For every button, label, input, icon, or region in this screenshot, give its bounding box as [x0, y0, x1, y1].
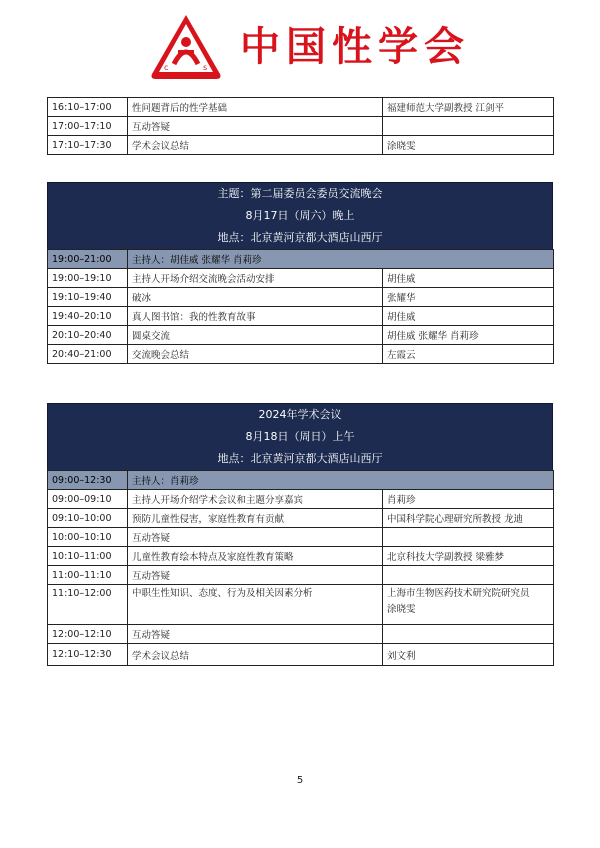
- topic-cell: 互动答疑: [128, 566, 383, 585]
- session-date: 8月17日（周六）晚上: [245, 209, 355, 222]
- table-row: [48, 117, 554, 136]
- page-header: [0, 0, 600, 95]
- table-row: [48, 98, 554, 117]
- session-title: 2024年学术会议: [258, 408, 342, 421]
- time-cell: 11:10–12:00: [48, 585, 128, 625]
- speaker-name: 涂晓雯: [387, 604, 416, 615]
- host-row: [48, 471, 554, 490]
- table-row: [48, 345, 554, 364]
- topic-cell: 互动答疑: [128, 117, 383, 136]
- society-logo-icon: [148, 12, 224, 82]
- time-cell: 17:10–17:30: [48, 136, 128, 155]
- topic-cell: 互动答疑: [128, 625, 383, 644]
- table-row: [48, 644, 554, 666]
- svg-text:s: s: [203, 63, 208, 72]
- speaker-cell: 胡佳威: [383, 307, 554, 326]
- time-cell: 09:00–09:10: [48, 490, 128, 509]
- speaker-cell: 福建师范大学副教授 江剑平: [383, 98, 554, 117]
- table-row: [48, 566, 554, 585]
- evening-session-banner: [47, 182, 553, 250]
- speaker-affiliation: 上海市生物医药技术研究院研究员: [387, 588, 530, 599]
- svg-text:c: c: [164, 63, 169, 72]
- speaker-cell: 胡佳威 张耀华 肖莉珍: [383, 326, 554, 345]
- speaker-cell: 肖莉珍: [383, 490, 554, 509]
- speaker-cell: 左霞云: [383, 345, 554, 364]
- time-cell: 12:10–12:30: [48, 644, 128, 666]
- topic-cell: 学术会议总结: [128, 644, 383, 666]
- table-row: [48, 625, 554, 644]
- society-logo-text: 中国性学会: [240, 23, 470, 70]
- topic-cell: 互动答疑: [128, 528, 383, 547]
- hosts-cell: 主持人：胡佳威 张耀华 肖莉珍: [128, 250, 554, 269]
- time-cell: 12:00–12:10: [48, 625, 128, 644]
- speaker-cell: 中国科学院心理研究所教授 龙迪: [383, 509, 554, 528]
- table-row: [48, 136, 554, 155]
- speaker-cell: [383, 625, 554, 644]
- session-venue: 地点：北京黄河京都大酒店山西厅: [217, 452, 383, 465]
- table-row: [48, 585, 554, 625]
- schedule-table-afternoon: [47, 97, 554, 155]
- table-row: [48, 490, 554, 509]
- time-cell: 17:00–17:10: [48, 117, 128, 136]
- time-cell: 19:10–19:40: [48, 288, 128, 307]
- time-cell: 10:00–10:10: [48, 528, 128, 547]
- time-cell: 10:10–11:00: [48, 547, 128, 566]
- table-row: [48, 528, 554, 547]
- speaker-cell: 张耀华: [383, 288, 554, 307]
- topic-cell: 主持人开场介绍学术会议和主题分享嘉宾: [128, 490, 383, 509]
- topic-cell: 圆桌交流: [128, 326, 383, 345]
- table-row: [48, 326, 554, 345]
- speaker-cell: [383, 528, 554, 547]
- page-number: 5: [296, 775, 304, 786]
- topic-cell: 中职生性知识、态度、行为及相关因素分析: [128, 585, 383, 625]
- topic-cell: 儿童性教育绘本特点及家庭性教育策略: [128, 547, 383, 566]
- schedule-table-evening: [47, 249, 554, 364]
- morning-session-banner: [47, 403, 553, 471]
- session-date: 8月18日（周日）上午: [245, 430, 355, 443]
- table-row: [48, 288, 554, 307]
- time-cell: 16:10–17:00: [48, 98, 128, 117]
- table-row: [48, 509, 554, 528]
- speaker-cell: 涂晓雯: [383, 136, 554, 155]
- host-row: [48, 250, 554, 269]
- table-row: [48, 307, 554, 326]
- topic-cell: 学术会议总结: [128, 136, 383, 155]
- hosts-cell: 主持人：肖莉珍: [128, 471, 554, 490]
- topic-cell: 交流晚会总结: [128, 345, 383, 364]
- topic-cell: 预防儿童性侵害，家庭性教育有贡献: [128, 509, 383, 528]
- speaker-cell: [383, 585, 554, 625]
- session-title: 主题：第二届委员会委员交流晚会: [217, 187, 383, 200]
- time-cell: 09:00–12:30: [48, 471, 128, 490]
- speaker-cell: [383, 117, 554, 136]
- speaker-cell: 胡佳威: [383, 269, 554, 288]
- topic-cell: 真人图书馆：我的性教育故事: [128, 307, 383, 326]
- time-cell: 09:10–10:00: [48, 509, 128, 528]
- speaker-cell: 北京科技大学副教授 梁雅梦: [383, 547, 554, 566]
- time-cell: 19:00–19:10: [48, 269, 128, 288]
- topic-cell: 破冰: [128, 288, 383, 307]
- schedule-table-morning: [47, 470, 554, 666]
- time-cell: 20:10–20:40: [48, 326, 128, 345]
- topic-cell: 主持人开场介绍交流晚会活动安排: [128, 269, 383, 288]
- topic-cell: 性问题背后的性学基础: [128, 98, 383, 117]
- speaker-cell: [383, 566, 554, 585]
- time-cell: 11:00–11:10: [48, 566, 128, 585]
- time-cell: 19:00–21:00: [48, 250, 128, 269]
- table-row: [48, 547, 554, 566]
- time-cell: 19:40–20:10: [48, 307, 128, 326]
- time-cell: 20:40–21:00: [48, 345, 128, 364]
- session-venue: 地点：北京黄河京都大酒店山西厅: [217, 231, 383, 244]
- speaker-cell: 刘文利: [383, 644, 554, 666]
- table-row: [48, 269, 554, 288]
